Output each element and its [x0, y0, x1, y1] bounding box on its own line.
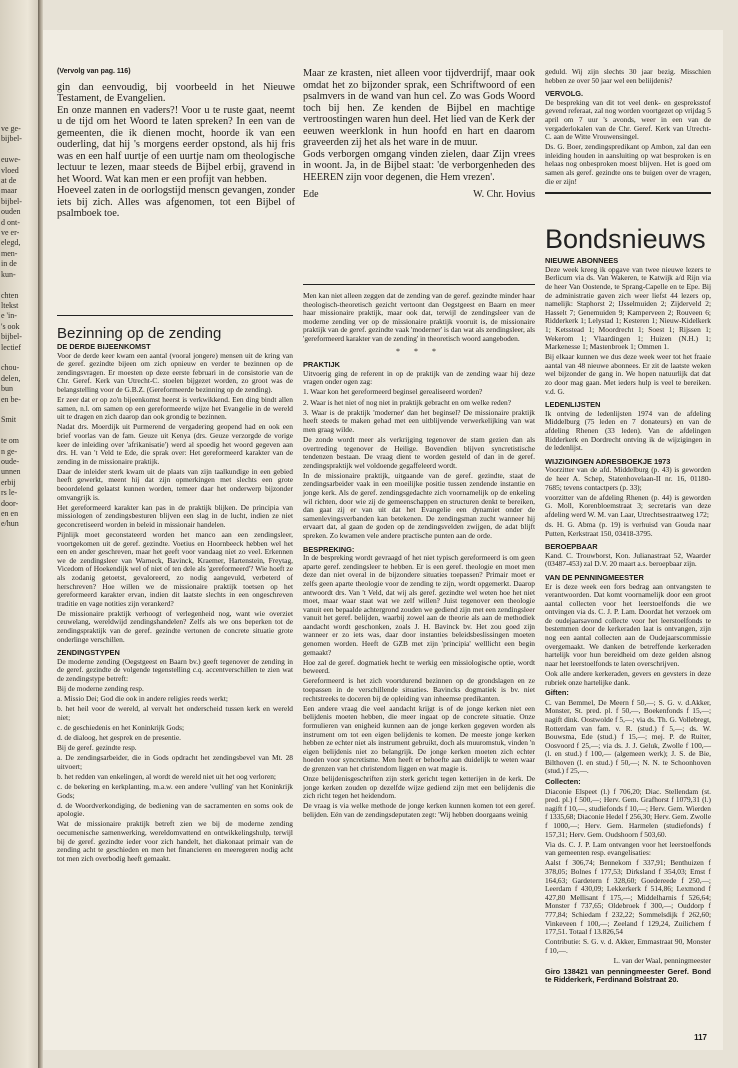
paragraph: Onze belijdenisgeschriften zijn sterk gericht tegen ketterijen in de kerk. De jonge kerken zouden op dezelfde wijze gediend zijn met een belijdenis die zich richt tegen het heidendom. [303, 773, 535, 801]
paragraph: Hoe zal de geref. dogmatiek hecht te werkig een missiologische optie, wordt beweerd. [303, 657, 535, 676]
penningmeester-signature: L. van der Waal, penningmeester [613, 955, 711, 965]
paragraph: De bespreking van dit tot veel denk- en gespreksstof gevend referaat, zal nog worden voortgezet op vrijdag 5 april om 7 uur 's avonds, weer in een van de vergaderlokalen van de Chr. Geref. Kerk van Utrecht-C. aan de Witte Vrouwensingel. [545, 97, 711, 142]
paragraph: Deze week kreeg ik opgave van twee nieuwe lezers te Berlicum via ds. Van Wakeren, te Katwijk a/d Rijn via de heer Van Oostende, te Sprang-Capelle en te Epe. Bij de administratie gaven zich weer liefst 44 lezers op, namelijk: Staphorst 2; IJsselmuiden 2; Zijderveld 2; Hasselt 7; Genemuiden 9; Kamperveen 2; Rouveen 6; Ridderkerk 1; Lelystad 1; Kesteren 1; Nieuw-Kidelkerk 1; Ketsstead 1; Moordrecht 1; Soest 1; Rijssen 1; Wekerom 1; Vlaardingen 1; Huizen (N.H.) 1; Markenesse 1; Mastenbroek 1; Ommen 1. [545, 264, 711, 352]
paragraph: Er is deze week een fors bedrag aan ontvangsten te verantwoorden. Dat komt voornamelijk door een groot aantal collecten voor het leerstoelfonds die we ontvingen via ds. C. J. P. Lam. Doordat het verzoek om de oudejaarsavond collecte voor het leerstoelfonds te bestemmen door de kerkeraden laat is ontvangen, zijn nog een aantal collecten aan de Oudejaarscommissie overgemaakt. We danken de betreffende kerkeraden hartelijk voor hun bereidheid om deze gelden alsnog naar het leerstoelfonds te laten overschrijven. [545, 581, 711, 668]
paragraph: Gereformeerd is het zich voortdurend bezinnen op de grondslagen en ze toepassen in de verschillende situaties. Bavincks dogmatiek is bv. niet rechtstreeks te doceren bij de opleiding van inheemse predikanten. [303, 676, 535, 703]
paragraph: De missionaire praktijk verhoogt of verlegenheid nog, want wie overziet ceuwelang, wereldwijd zendingshandelen? Zelfs als we ons beperken tot de zendingspraktijk van de geref. gezindte vertonen de concrete situatie grote onderlinge verschillen. [57, 608, 293, 644]
magazine-page [43, 30, 723, 1050]
ledenlijsten-heading: LEDENLIJSTEN [545, 400, 601, 410]
paragraph: Ook alle andere kerkeraden, gevers en gevsters in deze rubriek onze hartelijke dank. [545, 668, 711, 687]
paragraph: Wat de missionaire praktijk betreft zien we bij de moderne zending oecumenische samenwerking, wereldomvattend en ontwikkelingshulp, terwijl bij de geref. gezindte ieder voor zich handelt, het diakonaat primair van de zending acht te geschieden en men het financieren en meeregeren nodig acht tot men zich overbodig heeft gemaakt. [57, 819, 293, 863]
paragraph: De moderne zending (Oegstgeest en Baarn bv.) geeft tegenover de zending in de geref. gezindte de volgende tegenstelling c.q. accentverschillen te zien wat de zendingstype betreft: [57, 656, 293, 683]
praktijk-heading: PRAKTIJK [303, 360, 340, 370]
paragraph: In de missionaire praktijk, uitgaande van de geref. gezindte, staat de zendingsarbeider vaak in een moeilijke positie tussen zendende instantie en jonge kerk. Als de geref. zendingsgedachte zich voornamelijk op de enkeling wil richten, door wie zij de gemeenschappen en structuren denkt te bereiken, dan gaat zij er van uit dat het Evangelie een dynamiet onder de samenlevingsverbanden kan betekenen. De zendingsman zucht wanneer hij ervaart dat, al gaan de goden op de zendingsvelden zwijgen, de adat blijft spreken. Zo kwamen vele andere practische punten aan de orde. [303, 470, 535, 540]
paragraph: Ds. G. Boer, zendingspredikant op Ambon, zal dan een inleiding houden in aansluiting op wat besproken is en helaas nog onbesproken moest blijven. Het is goed om samen als geref. gezindte ons te buigen over de vragen, die er zijn! [545, 142, 711, 186]
paragraph: Maar ze krasten, niet alleen voor tijdverdrijf, maar ook omdat het zo bijzonder sprak, een Schriftwoord of een psalmvers in de wand van hun cel. Zo was Gods Woord toch bij hen. Ze kenden de Bijbel en machtige vertroostingen waren hun deel. Het lied van de Kerk der eeuwen weerklonk in hun hoofd en hart en daarom graveerden zij het als het ware in de muur. [303, 68, 535, 148]
paragraph: Een andere vraag die veel aandacht krijgt is of de jonge kerken niet een belijdenis moeten hebben, die meer ingaat op de concrete situatie. Onze formulieren van enigheid kunnen aan de jonge kerken gegeven worden als instrument om tot een eigen belijdenis te komen. De meeste jonge kerken hebben ze echter niet als instrument gebruikt, doch als muuromstuk, vinden 'n eigen belijdenis niet zo belangrijk. De jonge kerken moeten zich echter hoeden voor syncretisme. Men heeft er behoefte aan duidelijk te weten waar de grenzen van het christendom liggen en wat magie is. [303, 703, 535, 773]
list-item: 2. Waar is het niet of nog niet in praktijk gebracht en om welke reden? [303, 397, 511, 407]
bezinning-column [57, 315, 293, 865]
paragraph: De zonde wordt meer als verkrijging tegenover de stam gezien dan als overtreding tegenover de Heilige. Bovendien blijven syncretistische tendenzen bestaan. De vraag dient te worden gesteld of dan in de geref. zendingspraktijk wel voldoende gegaffeleerd wordt. [303, 434, 535, 470]
paragraph: In de bespreking wordt gevraagd of het niet typisch gereformeerd is om geen aparte geref. zendingsleer te hebben. Er is een geref. theologie en moet men deze dan niet overal in de bijzondere situaties toepassen? Primair moet er zelfs geen aparte theologie voor de zending te zijn, wordt opgemerkt. Daarop antwoordt drs. Van 't Veld, dat wij als geref. gezindte wel weten hoe het niet moet, maar waar staat wat we zelf willen? Juist tegenover een theologie vanuit een bepaalde achtergrond zouden we gediend zijn met een zendingsleer vanuit het geref. belijden, waarbij zowel aan de theorie als aan de methodiek aandacht wordt geschonken, zoals J. H. Bavinck bv. Het zou goed zijn wanneer er zo iets was, daar door instanties beleidsbeslissingen moeten genomen worden. Heeft de GZB met zijn 'principia' welllicht een begin gemaakt? [303, 553, 535, 657]
bondsnieuws-title: Bondsnieuws [545, 224, 706, 255]
paragraph: Diaconie Elspeet (l.) f 706,20; Diac. Stellendam (st. pred. pl.) f 500,—; Herv. Gem. Grafhorst f 1079,31 (l.) nagift f 10,—, studiefonds f 10,—; Herv. Gem. Wierden f 1335,68; Diaconie Hedel f 256,30; Herv. Gem. Zwolle f 1000,—; Herv. Gem. Harmelen (studiefonds) f 157,31; Herv. Gem. Oudshoorn f 503,60. [545, 786, 711, 839]
paragraph: geduld. Wij zijn slechts 30 jaar bezig. Misschien hebben ze over 50 jaar wel een beliijdenis? [545, 67, 711, 85]
paragraph: Daar de inleider sterk kwam uit de plaats van zijn taalkundige in een gebied heeft gewerkt, meent hij dat zijn opmerkingen met slechts een grote beoordelend gelaatst kunnen worden, temeer daar het onderwerp bijzonder omvangrijk is. [57, 466, 293, 502]
paragraph: gin dan eenvoudig, bij voorbeeld in het Nieuwe Testament, de Evangelien. [57, 81, 295, 105]
article-continuation [57, 68, 295, 220]
middle-column [303, 292, 535, 821]
previous-page-gutter [0, 0, 40, 1068]
divider [545, 192, 711, 194]
paragraph: Bij de moderne zending resp. [57, 684, 144, 694]
list-item: b. het heil voor de wereld, al vervalt het onderscheid tussen kerk en wereld niet; [57, 704, 293, 722]
bespreking-heading: BESPREKING: [303, 544, 355, 554]
divider [57, 315, 293, 316]
beroepbaar-heading: BEROEPBAAR [545, 542, 598, 552]
list-item: d. de Woordverkondiging, de bediening van de sacramenten en soms ook de apologie. [57, 800, 293, 819]
paragraph: De vraag is via welke methode de jonge kerken kunnen komen tot een geref. belijden. Eén van de zendingsdeputaten zegt: 'Wij hebben doorgaans weinig [303, 801, 535, 819]
divider [303, 284, 535, 285]
nieuwe-abonnees-heading: NIEUWE ABONNEES [545, 256, 619, 266]
paragraph: En onze mannen en vaders?! Voor u te ruste gaat, neemt u de tijd om het Woord te laten spreken? In een van de gemeenten, die ik dienen mocht, hoorde ik van een ouderling, dat hij 's morgens eerder opstond, als hij fris was en een half uurtje of een uurtje nam om theologische lectuur te lezen, maar steeds de Bijbel erbij, gravend in het Woord. Wat kan men er een profijt van hebben. [57, 104, 295, 185]
right-column [545, 68, 711, 986]
byline-place: Ede [303, 189, 319, 200]
list-item: b. het redden van enkelingen, al wordt de wereld niet uit het oog verloren; [57, 771, 276, 781]
continuation-note: (Vervolg van pag. 116) [57, 68, 131, 75]
article-continuation-mid [303, 68, 535, 200]
paragraph: Uitvoerig ging de referent in op de praktijk van de zending waar hij deze vragen onder ogen zag: [303, 368, 535, 387]
zendingstypen-heading: ZENDINGSTYPEN [57, 648, 120, 658]
page-number: 117 [694, 1033, 707, 1042]
list-item: c. de bekering en kerkplanting, m.a.w. een andere 'vulling' van het Koninkrijk Gods; [57, 782, 293, 800]
paragraph: Men kan niet alleen zeggen dat de zending van de geref. gezindte minder haar theologisch-theoretisch gezicht vertoont dan Oegstgeest en Baarn en meer haar missionaire praktijk, maar ook dat, terwijl de zendingsleer van de moderne zending ver op de missionaire praktijk vooruit is, de missionaire praktijk van de geref. gezindte vaak 'moderner' is dan wat als zendingsleer, als 'gereformeerd karakter van de zending' in theoretisch woord aangeboden. [303, 291, 535, 343]
section-stars: * * * [396, 346, 442, 356]
paragraph: Ik ontving de ledenlijsten 1974 van de afdeling Middelburg (75 leden en 7 donateurs) en van de afdeling Rhenen (33 leden). Van de afdelingen Ridderkerk en Dordrecht ontving ik de wijzigingen in de ledenlijst. [545, 408, 711, 453]
byline-author: W. Chr. Hovius [473, 189, 535, 200]
collecten-label: Collecten: [545, 776, 581, 786]
wijzigingen-heading: WIJZIGINGEN ADRESBOEKJE 1973 [545, 456, 671, 466]
paragraph: Pijnlijk moet geconstateerd worden het manco aan een zendingsleer, voortgekomen uit de geref. gezindte. Voetius en Hoornbeeck hebben wel het een en ander geschreven, maar het geeft voor vandaag niet zo veel. Erkennen we de zendingsleer van Warneck, Bavinck, Kraemer, Hartenstein, Freytag, Vicedom of Hoekendijk wel of niet of ten dele als 'gereformeerd'? Wie hoeft ze als zodanig getoetst, gevaloreerd, zo nodig aangevuld, verbeterd of herschreven? Hoe willen we de missionaire praktijk toetsen op het gereformeerd karakter ervan, indien dit laatste slechts in een ongeschreven traditie en vage notities zijn verankerd? [57, 529, 293, 608]
paragraph: Hoeveel zaten in de oorlogstijd menscn gevangen, zonder iets bij zich. Alles was afgenomen, tot een Bijbel of psalmboek toe. [57, 185, 295, 220]
paragraph: C. van Bemmel, De Meern f 50,—; S. G. v. d.Akker, Monster, St. pred. pl. f 50,—, Boekenfonds f 15,—; nagift dink. Oostwolde f 5,—; via ds. Th. G. Vollebregt, Rotterdam van fam. v. R. (stud.) f 5,—; ds. W. Bouwsma, Ede (stud.) f 15,—; mej. P. de Ruiter, Oosvoord f 25,—; via ds. J. J. Geluk, Zwolle f 100,— (l. en stud.) f 100,— (algemeen werk); J. S. de Bie, Bilthoven (l. en stud.) f 50,—; N. N. te Schoonhoven (stud.) f 25,—. [545, 697, 711, 776]
vervolg-heading: VERVOLG. [545, 89, 584, 99]
giften-label: Giften: [545, 687, 569, 697]
list-item: 3. Waar is de praktijk 'moderner' dan het beginsel? De missionaire praktijk heeft steeds te maken gehad met een uitblijvende verwerkelijking van wat men graag wilde. [303, 407, 535, 434]
list-item: c. de geschiedenis en het Koninkrijk Gods; [57, 722, 185, 732]
paragraph: ds. H. G. Abma (p. 19) is verhuisd van Gouda naar Putten, Kerkstraat 150, 03418-3795. [545, 519, 711, 538]
paragraph: Voor de derde keer kwam een aantal (vooral jongere) mensen uit de kring van de geref. gezindte bijeen om zich opnieuw en verder te bezinnen op de zendingsvragen. Er moesten op deze eerste februari in de consistorie van de Chr. Geref. Kerk van Utrecht-C. stoelen bijgezet worden, zo groot was de belangstelling voor de G.B.Z. (Gereformeerde bezinning op de zending). [57, 350, 293, 394]
paragraph: Bij elkaar kunnen we dus deze week weer tot het fraaie aantal van 48 nieuwe abonnees. Er zit de laatste weken wel bijzonder de gang in. We hopen natuurlijk dat dat zo door mag gaan. Met ieders hulp is veel te bereiken. v.d. G. [545, 352, 711, 396]
list-item: a. De zendingsarbeider, die in Gods opdracht het zendingsbevel van Mt. 28 uitvoert; [57, 753, 293, 771]
giro-note: Giro 138421 van penningmeester Geref. Bond te Ridderkerk, Ferdinand Bolstraat 20. [545, 966, 711, 985]
article-byline [303, 191, 535, 200]
paragraph: Er zeer dat er op zo'n bijeenkomst heerst is verkwikkend. Een ding bindt allen samen, n.l. om samen op een gereformeerde wijze het Evangelie in de wereld uit te dragen en zich daarop dan ook grondig te bezinnen. [57, 395, 293, 422]
list-item: a. Missio Dei; God die ook in andere religies reeds werkt; [57, 694, 228, 704]
paragraph: Nadat drs. Moerdijk uit Purmerend de vergadering geopend had en ook een brief voorlas van de fam. Geuze uit Kenya (drs. Geuze verzorgde de vorige keer de inleiding over 'afrikanisatie') werd al spoedig het woord gegeven aan drs. H. van 't Veld te Ede, die sprak over: Het gereformeerd karakter van de zending in de missionaire praktijk. [57, 422, 293, 466]
paragraph: voorzitter van de afdeling Rhenen (p. 44) is geworden G. Moll, Korenbloemstraat 3; secretaris van deze afdeling werd W. M. van Laar, Utrechtsestraatweg 172; [545, 492, 711, 519]
list-item: 1. Waar kon het gereformeerd beginsel gerealiseerd worden? [303, 387, 483, 397]
paragraph: Contributie: S. G. v. d. Akker, Emmastraat 90, Monster f 10,—. [545, 937, 711, 955]
paragraph: Via ds. C. J. P. Lam ontvangen voor het leerstoelfonds van gemeenten resp. evangelisaties: [545, 839, 711, 858]
intro-left-text [57, 82, 295, 220]
paragraph: Voorzitter van de afd. Middelburg (p. 43) is geworden de heer A. Schep, Statenhovelaan-II nr. 16, 01180-7685; tevens contactpers (p. 33); [545, 465, 711, 492]
paragraph: Bij de geref. gezindte resp. [57, 743, 137, 753]
list-item: d. de dialoog, het gesprek en de presentie. [57, 733, 181, 743]
bezinning-title: Bezinning op de zending [57, 325, 222, 342]
bezinning-subtitle: DE DERDE BIJEENKOMST [57, 342, 151, 351]
penningmeester-heading: VAN DE PENNINGMEESTER [545, 572, 644, 582]
paragraph: Kand. C. Trouwborst, Kon. Julianastraat 52, Waarder (03487-453) zal D.V. 20 maart a.s. beroepbaar zijn. [545, 550, 711, 569]
paragraph: Het gereformeerd karakter kan pas in de praktijk blijken. De principia van missiologen of zendingsbesturen blijven een slag in de lucht, indien ze niet geconcretiseerd worden in beleid in missionair handelen. [57, 502, 293, 529]
intro-mid-text [303, 68, 535, 183]
paragraph: Aalst f 306,74; Bennekom f 337,91; Benthuizen f 378,05; Bolnes f 177,53; Dirksland f 354,03; Emst f 164,63; Gardetern f 328,60; Goedereede f 250,—; Leerdam f 430,09; Lekkerkerk f 514,86; Lexmond f 427,80 Mellisant f 175,—; Middelharnis f 526,64; Monster f 737,65; Oldebroek f 300,—; Ouddorp f 777,84; Schiedam f 232,22; Sommelsdijk f 262,60; Vinkeveen f 100,—; Zeeland f 129,24, Zuilichem f 177,51. Totaal f 13.826,54 [545, 858, 711, 937]
previous-page-text-fragments: ve ge- bijbel- euwe- vloed at de maar bijbel- ouden d ont- ve er- elegd, men- in de kun- chten ltekst e 'in- 's ook bijbel- lectief chou- delen, bun en be- Smit te om n ge- oude- unnen erbij rs le- door- en en e/hun [1, 124, 22, 529]
paragraph: Gods verborgen omgang vinden zielen, daar Zijn vrees in woont. Ja, in de Bijbel staat: 'de verborgenheden des HEEREN zijn voor degenen, die Hem vrezen'. [303, 148, 535, 183]
